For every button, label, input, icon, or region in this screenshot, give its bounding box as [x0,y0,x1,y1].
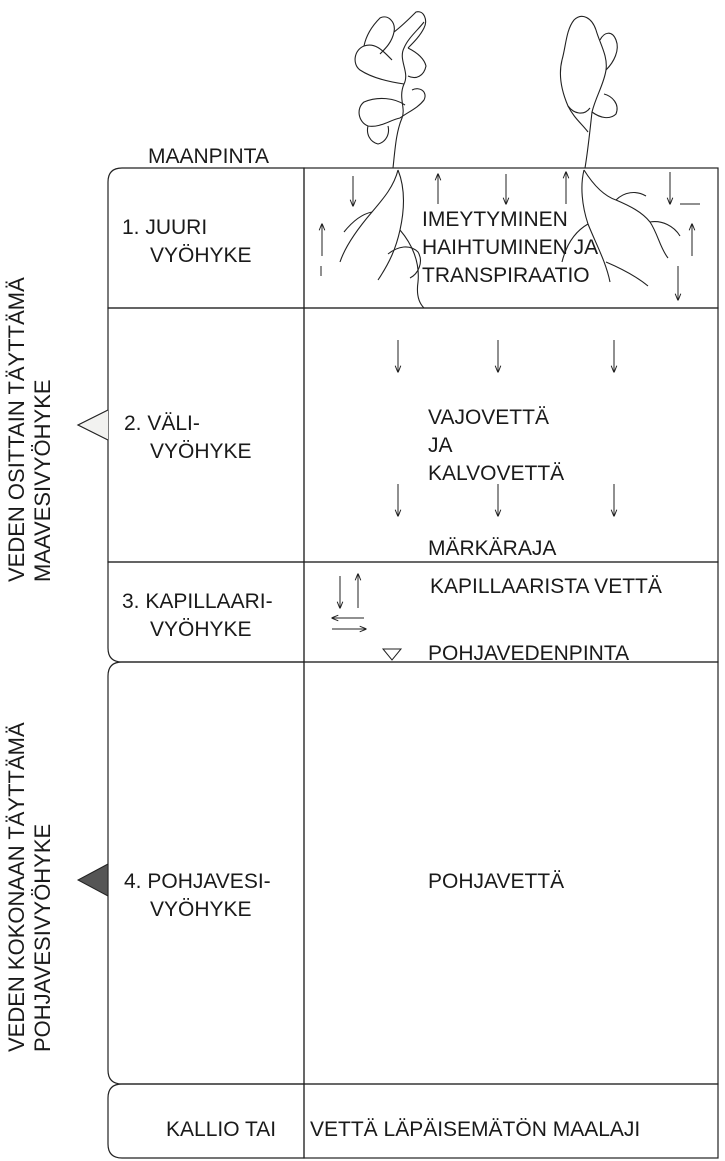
zone-bedrock [108,1084,718,1158]
unsaturated-side-label-2: MAAVESIVYÖHYKE [30,379,55,582]
zone-root-desc-3: TRANSPIRAATIO [422,264,590,287]
zone-intermediate-name-1: 2. VÄLI- [124,412,200,435]
zone-root [108,168,718,308]
zone-intermediate [108,308,718,562]
zone-groundwater-desc: POHJAVETTÄ [428,870,565,893]
bedrock-label-right: VETTÄ LÄPÄISEMÄTÖN MAALAJI [310,1118,641,1141]
zone-root-desc-1: IMEYTYMINEN [422,208,568,231]
zone-capillary-name-1: 3. KAPILLAARI- [122,590,273,613]
zone-capillary [108,562,718,665]
zone-groundwater-name-1: 4. POHJAVESI- [124,870,271,893]
zone-groundwater [108,662,718,1084]
water-table-label: POHJAVEDENPINTA [428,642,630,665]
zone-root-name-2: VYÖHYKE [150,244,252,267]
surface-label: MAANPINTA [148,145,269,168]
unsaturated-side-label-1: VEDEN OSITTAIN TÄYTTÄMÄ [4,277,29,582]
zone-root-desc-2: HAIHTUMINEN JA [422,236,599,259]
zone-groundwater-name-2: VYÖHYKE [150,898,252,921]
bedrock-label-left: KALLIO TAI [166,1118,277,1141]
water-table-icon [383,649,401,660]
saturated-side-label-2: POHJAVESIVYÖHYKE [30,823,55,1052]
zone-root-name-1: 1. JUURI [122,216,208,239]
saturated-zone-pointer [78,864,108,896]
unsaturated-zone-pointer [78,410,108,440]
wetting-front-label: MÄRKÄRAJA [428,537,557,560]
zone-intermediate-left-panel [108,308,304,562]
zone-intermediate-desc-2: JA [428,434,453,457]
saturated-side-label-1: VEDEN KOKONAAN TÄYTTÄMÄ [4,722,29,1052]
plant-left-icon [355,12,426,168]
zone-intermediate-desc-1: VAJOVETTÄ [428,406,549,429]
plant-right-icon [560,16,617,168]
zone-intermediate-name-2: VYÖHYKE [150,440,252,463]
zone-capillary-desc: KAPILLAARISTA VETTÄ [430,575,662,598]
zone-capillary-name-2: VYÖHYKE [150,618,252,641]
zone-intermediate-desc-3: KALVOVETTÄ [428,462,565,485]
zone-intermediate-right-panel [304,308,718,562]
